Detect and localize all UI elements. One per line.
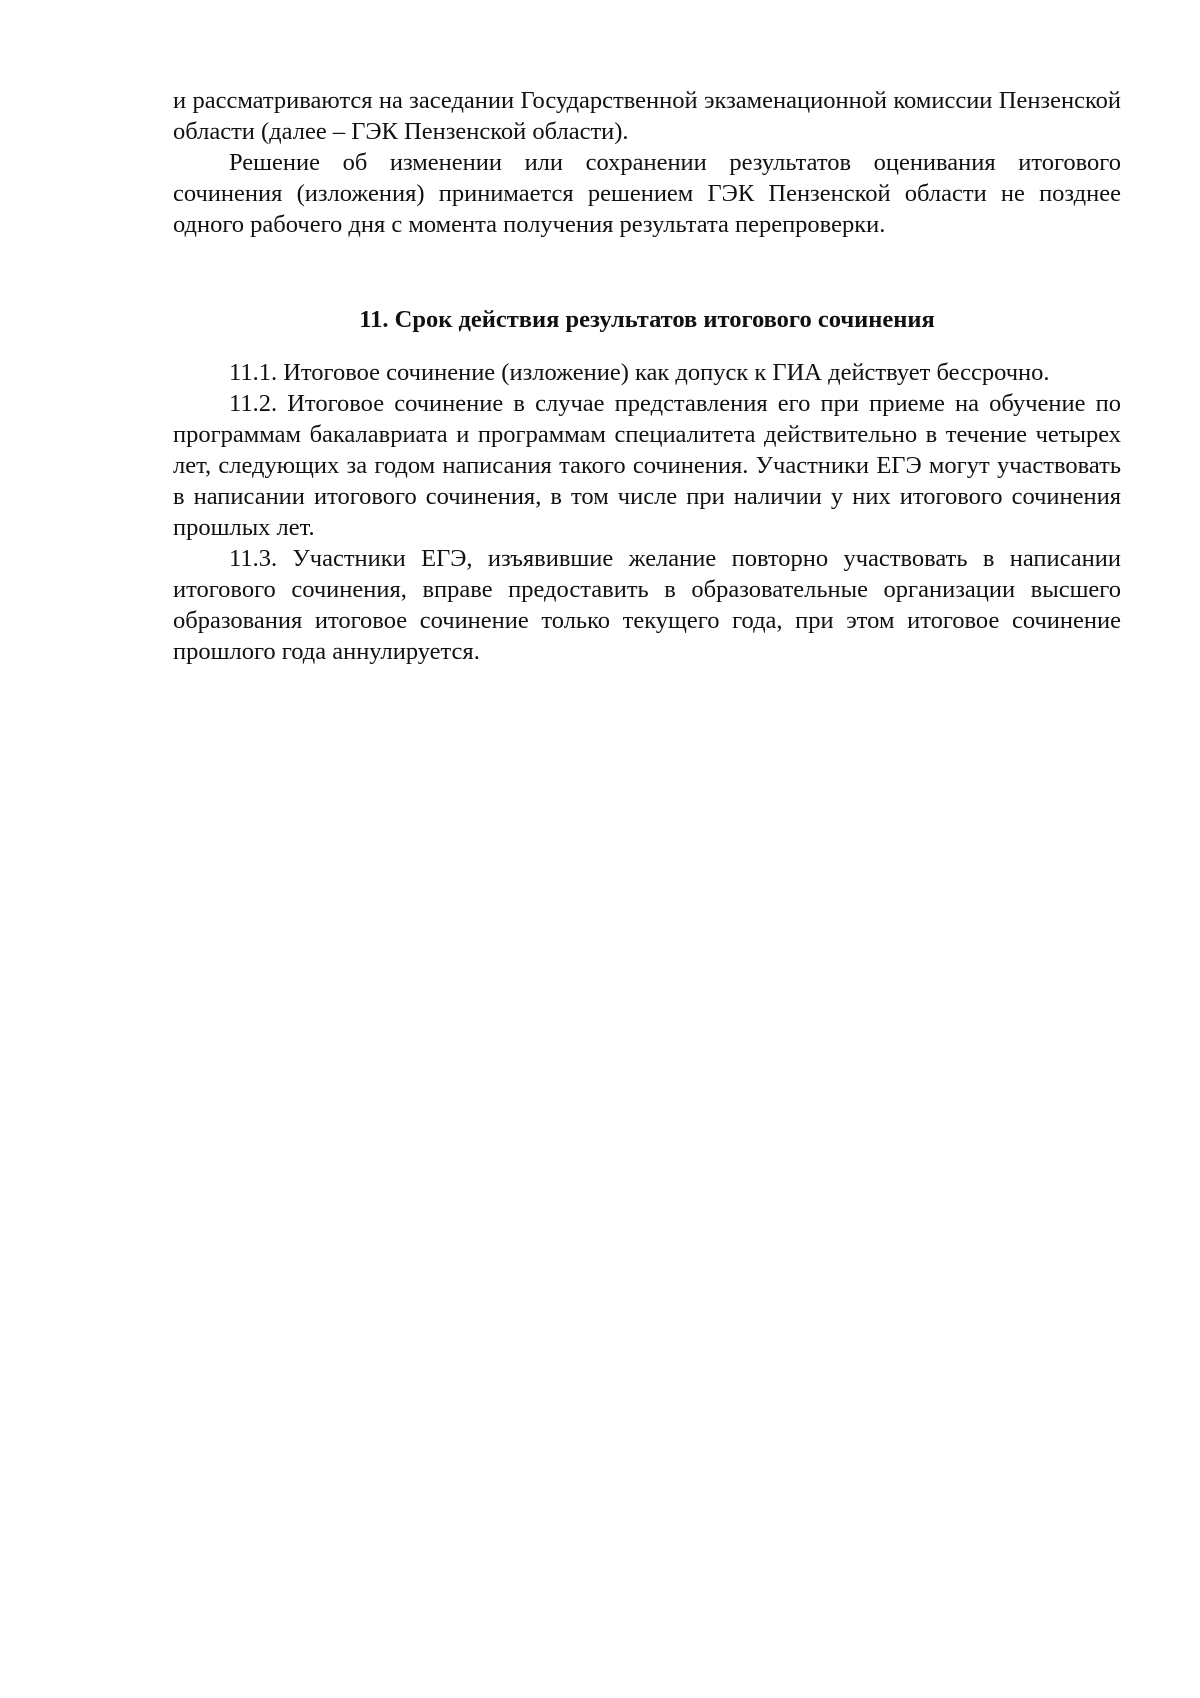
section-11-item-2: 11.2. Итоговое сочинение в случае представления его при приеме на обучение по программам бакалавриата и программам специалитета действительно в течение четырех лет, следующих за годом написания такого сочинения. Участники ЕГЭ могут участвовать в написании итогового сочинения, в том числе при наличии у них итогового сочинения прошлых лет.	[173, 390, 1121, 541]
intro-paragraph-decision: Решение об изменении или сохранении результатов оценивания итогового сочинения (изложения) принимается решением ГЭК Пензенской области не позднее одного рабочего дня с момента получения результата перепроверки.	[173, 149, 1121, 238]
document-page	[173, 85, 1121, 667]
intro-paragraph-continuation: и рассматриваются на заседании Государственной экзаменационной комиссии Пензенской области (далее – ГЭК Пензенской области).	[173, 87, 1121, 145]
section-11-item-3: 11.3. Участники ЕГЭ, изъявившие желание повторно участвовать в написании итогового сочинения, вправе предоставить в образовательные организации высшего образования итоговое сочинение только текущего года, при этом итоговое сочинение прошлого года аннулируется.	[173, 545, 1121, 665]
section-11-item-1: 11.1. Итоговое сочинение (изложение) как допуск к ГИА действует бессрочно.	[229, 359, 1050, 386]
section-11-heading: 11. Срок действия результатов итогового сочинения	[359, 306, 935, 333]
section-11-body	[173, 357, 1121, 667]
